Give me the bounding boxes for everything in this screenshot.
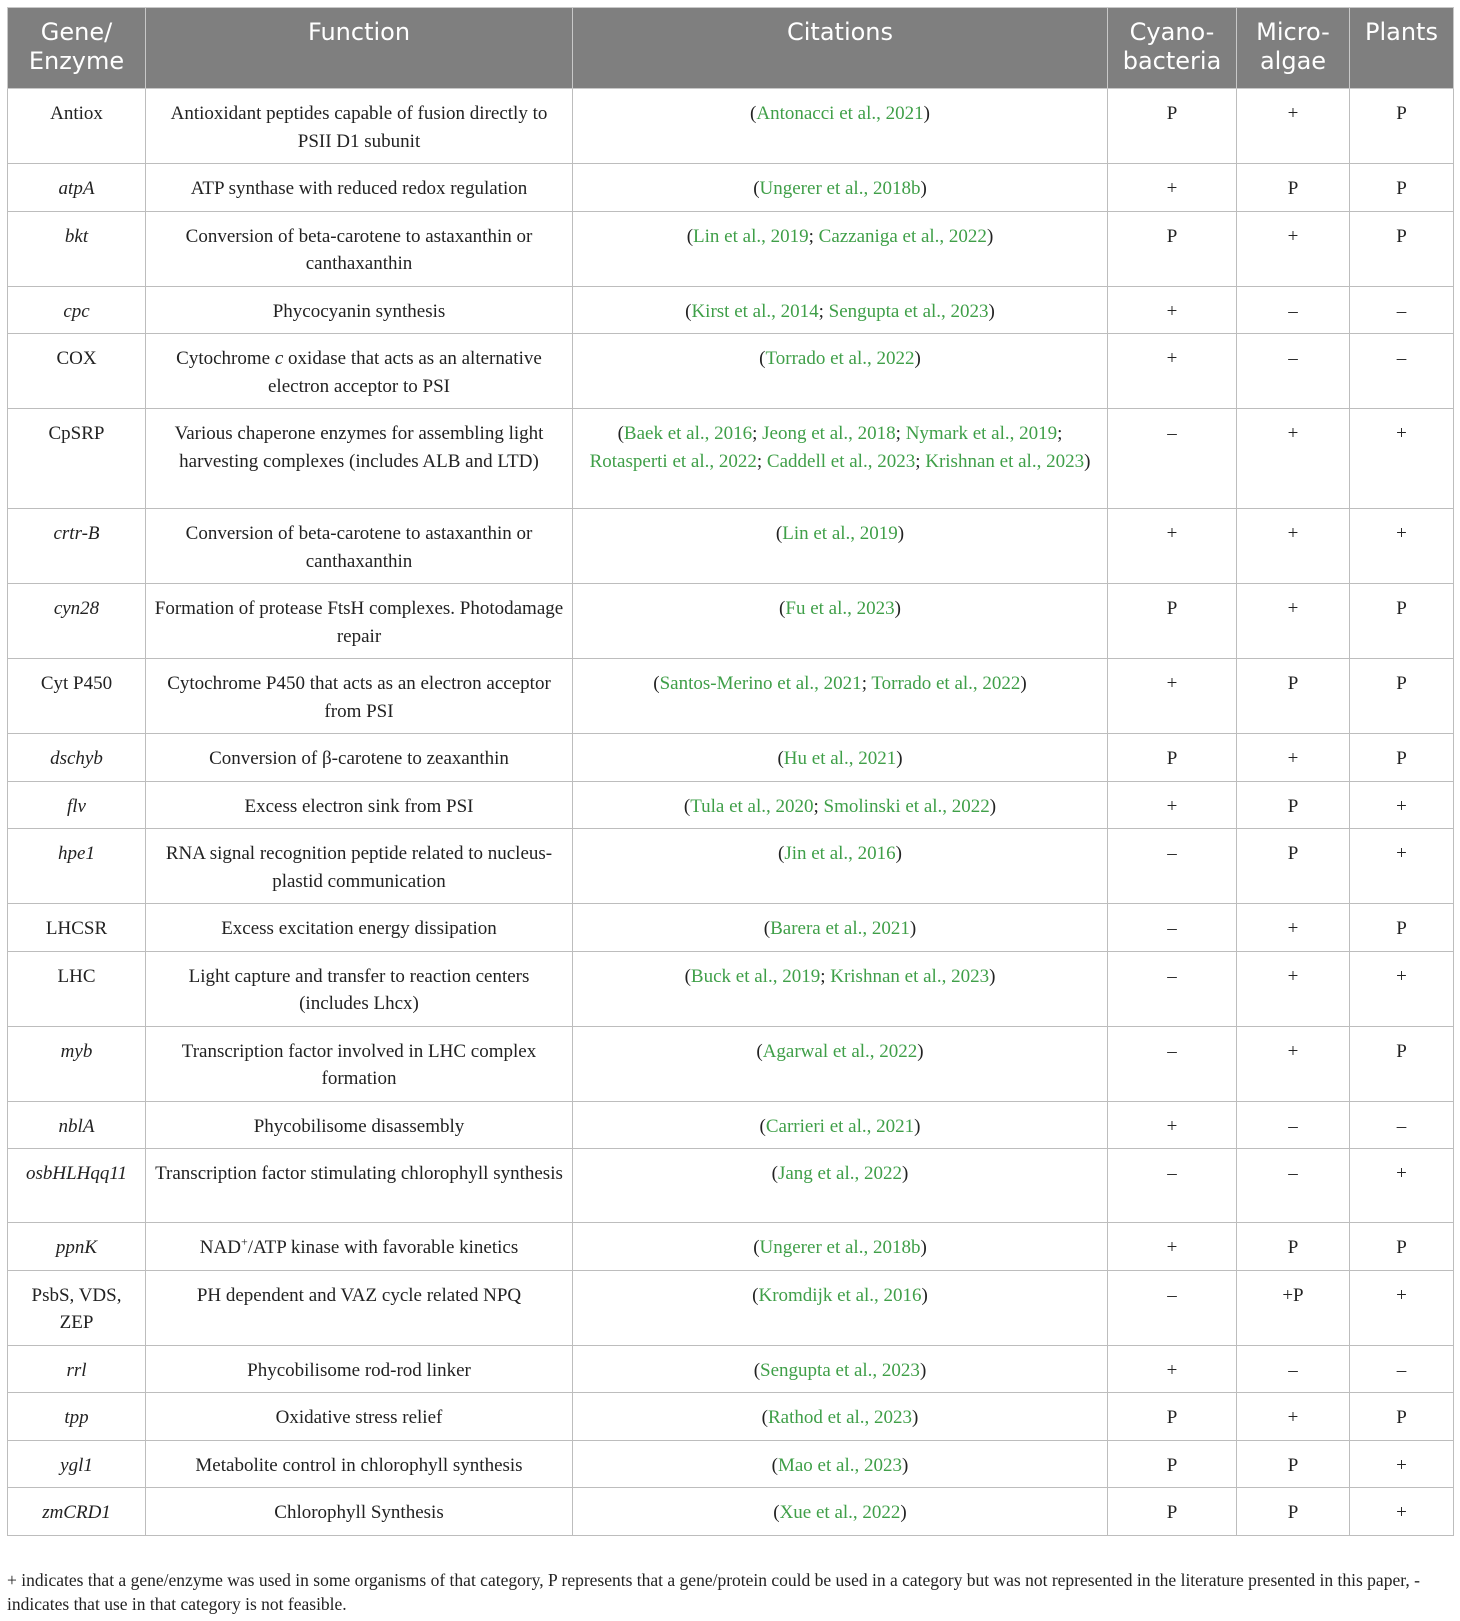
cyanobacteria-cell: – (1108, 1270, 1237, 1345)
citation-link[interactable]: Hu et al., 2021 (783, 748, 897, 769)
microalgae-cell: P (1237, 1440, 1350, 1488)
cyanobacteria-cell: + (1108, 164, 1237, 212)
plants-cell: P (1350, 734, 1454, 782)
citations-cell: (Rathod et al., 2023) (573, 1393, 1108, 1441)
gene-cell: tpp (8, 1393, 146, 1441)
header-gene (8, 8, 146, 89)
citation-link[interactable]: Antonacci et al., 2021 (756, 103, 924, 124)
citations-cell: (Hu et al., 2021) (573, 734, 1108, 782)
citation-link[interactable]: Kromdijk et al., 2016 (758, 1284, 922, 1306)
table-row (8, 409, 1454, 509)
citation-link[interactable]: Caddell et al., 2023 (766, 450, 916, 472)
header-citations: Citations (573, 8, 1108, 89)
table-row (8, 1101, 1454, 1149)
gene-cell: LHCSR (8, 904, 146, 952)
citations-cell: (Sengupta et al., 2023) (573, 1345, 1108, 1393)
microalgae-cell: + (1237, 734, 1350, 782)
plants-cell: + (1350, 1440, 1454, 1488)
table-row (8, 286, 1454, 334)
table-row (8, 211, 1454, 286)
plants-cell: – (1350, 1345, 1454, 1393)
microalgae-cell: P (1237, 829, 1350, 904)
citation-link[interactable]: Kirst et al., 2014 (691, 300, 819, 322)
citations-cell: (Carrieri et al., 2021) (573, 1101, 1108, 1149)
function-cell: Various chaperone enzymes for assembling light harvesting complexes (includes ALB and LTD) (146, 409, 573, 509)
gene-cell: osbHLHqq11 (8, 1149, 146, 1223)
function-cell: PH dependent and VAZ cycle related NPQ (146, 1270, 573, 1345)
citations-cell: (Torrado et al., 2022) (573, 334, 1108, 409)
microalgae-cell: + (1237, 89, 1350, 164)
cyanobacteria-cell: + (1108, 334, 1237, 409)
gene-cell: ppnK (8, 1223, 146, 1271)
function-cell: Transcription factor involved in LHC complex formation (146, 1026, 573, 1101)
citations-cell: (Barera et al., 2021) (573, 904, 1108, 952)
cyanobacteria-cell: P (1108, 1393, 1237, 1441)
header-plants: Plants (1350, 8, 1454, 89)
citation-link[interactable]: Mao et al., 2023 (777, 1454, 902, 1476)
table-header-row (8, 8, 1454, 89)
table-row (8, 659, 1454, 734)
citations-cell: (Buck et al., 2019; Krishnan et al., 2023) (573, 951, 1108, 1026)
microalgae-cell: P (1237, 164, 1350, 212)
citation-link[interactable]: Torrado et al., 2022 (871, 673, 1021, 694)
function-cell: Formation of protease FtsH complexes. Photodamage repair (146, 584, 573, 659)
citations-cell: (Kromdijk et al., 2016) (573, 1270, 1108, 1345)
citation-link[interactable]: Barera et al., 2021 (770, 918, 910, 939)
plants-cell: + (1350, 829, 1454, 904)
citations-cell: (Antonacci et al., 2021) (573, 89, 1108, 164)
cyanobacteria-cell: + (1108, 659, 1237, 734)
microalgae-cell: + (1237, 1393, 1350, 1441)
cyanobacteria-cell: P (1108, 89, 1237, 164)
citation-link[interactable]: Sengupta et al., 2023 (760, 1359, 920, 1381)
function-cell: Excess electron sink from PSI (146, 781, 573, 829)
plants-cell: P (1350, 211, 1454, 286)
microalgae-cell: + (1237, 509, 1350, 584)
plants-cell: + (1350, 781, 1454, 829)
function-cell: Metabolite control in chlorophyll synthesis (146, 1440, 573, 1488)
cyanobacteria-cell: + (1108, 286, 1237, 334)
citation-link[interactable]: Jin et al., 2016 (784, 843, 896, 864)
gene-cell: hpe1 (8, 829, 146, 904)
table-row (8, 1026, 1454, 1101)
table-footnote: + indicates that a gene/enzyme was used in some organisms of that category, P represents that a gene/protein could be used in a category but was not represented in the literature presented in this paper, - indicates that use in that category is not feasible. (7, 1570, 1420, 1614)
microalgae-cell: – (1237, 1149, 1350, 1223)
citations-cell: (Jin et al., 2016) (573, 829, 1108, 904)
cyanobacteria-cell: P (1108, 211, 1237, 286)
gene-cell: CpSRP (8, 409, 146, 509)
microalgae-cell: – (1237, 1101, 1350, 1149)
plants-cell: + (1350, 1488, 1454, 1536)
gene-cell: rrl (8, 1345, 146, 1393)
citations-cell: (Lin et al., 2019) (573, 509, 1108, 584)
table-row (8, 1393, 1454, 1441)
plants-cell: – (1350, 286, 1454, 334)
cyanobacteria-cell: P (1108, 1488, 1237, 1536)
plants-cell: – (1350, 1101, 1454, 1149)
citation-link[interactable]: Krishnan et al., 2023 (830, 965, 990, 987)
plants-cell: P (1350, 1223, 1454, 1271)
table-row (8, 164, 1454, 212)
plants-cell: P (1350, 1393, 1454, 1441)
header-gene-label: Gene/ Enzyme (28, 18, 125, 75)
citation-link[interactable]: Smolinski et al., 2022 (823, 795, 990, 817)
cyanobacteria-cell: – (1108, 1026, 1237, 1101)
microalgae-cell: + (1237, 584, 1350, 659)
table-row (8, 1345, 1454, 1393)
microalgae-cell: + (1237, 904, 1350, 952)
plants-cell: – (1350, 334, 1454, 409)
cyanobacteria-cell: – (1108, 951, 1237, 1026)
gene-table (7, 7, 1454, 1536)
gene-cell: LHC (8, 951, 146, 1026)
function-cell: Cytochrome P450 that acts as an electron acceptor from PSI (146, 659, 573, 734)
function-cell: Conversion of beta-carotene to astaxanthin or canthaxanthin (146, 211, 573, 286)
function-cell: Excess excitation energy dissipation (146, 904, 573, 952)
citation-link[interactable]: Buck et al., 2019 (690, 965, 821, 987)
cyanobacteria-cell: P (1108, 734, 1237, 782)
citation-link[interactable]: Sengupta et al., 2023 (828, 300, 989, 322)
gene-cell: bkt (8, 211, 146, 286)
citations-cell: (Jang et al., 2022) (573, 1149, 1108, 1223)
gene-cell: atpA (8, 164, 146, 212)
plants-cell: P (1350, 584, 1454, 659)
citation-link[interactable]: Rotasperti et al., 2022 (589, 450, 757, 472)
table-row (8, 1223, 1454, 1271)
cyanobacteria-cell: P (1108, 1440, 1237, 1488)
table-row (8, 334, 1454, 409)
function-cell: Phycocyanin synthesis (146, 286, 573, 334)
citations-cell: (Xue et al., 2022) (573, 1488, 1108, 1536)
plants-cell: P (1350, 164, 1454, 212)
function-cell: Oxidative stress relief (146, 1393, 573, 1441)
citations-cell: (Kirst et al., 2014; Sengupta et al., 2023) (573, 286, 1108, 334)
citations-cell: (Baek et al., 2016; Jeong et al., 2018; Nymark et al., 2019; Rotasperti et al., 2022; Caddell et al., 2023; Krishnan et al., 2023) (573, 409, 1108, 509)
citation-link[interactable]: Cazzaniga et al., 2022 (818, 225, 987, 247)
microalgae-cell: +P (1237, 1270, 1350, 1345)
gene-cell: COX (8, 334, 146, 409)
plants-cell: + (1350, 1270, 1454, 1345)
gene-cell: zmCRD1 (8, 1488, 146, 1536)
table-row (8, 781, 1454, 829)
citations-cell: (Agarwal et al., 2022) (573, 1026, 1108, 1101)
citations-cell: (Lin et al., 2019; Cazzaniga et al., 2022) (573, 211, 1108, 286)
cyanobacteria-cell: + (1108, 1345, 1237, 1393)
citation-link[interactable]: Tula et al., 2020 (690, 795, 814, 817)
microalgae-cell: P (1237, 781, 1350, 829)
cyanobacteria-cell: P (1108, 584, 1237, 659)
citation-link[interactable]: Xue et al., 2022 (779, 1502, 901, 1523)
citation-link[interactable]: Carrieri et al., 2021 (765, 1115, 915, 1137)
gene-cell: Antiox (8, 89, 146, 164)
gene-cell: ygl1 (8, 1440, 146, 1488)
gene-cell: nblA (8, 1101, 146, 1149)
plants-cell: P (1350, 89, 1454, 164)
function-cell: Conversion of β-carotene to zeaxanthin (146, 734, 573, 782)
function-cell: Phycobilisome rod-rod linker (146, 1345, 573, 1393)
table-row (8, 1149, 1454, 1223)
cyanobacteria-cell: + (1108, 1223, 1237, 1271)
citations-cell: (Mao et al., 2023) (573, 1440, 1108, 1488)
citation-link[interactable]: Fu et al., 2023 (785, 598, 895, 619)
citation-link[interactable]: Jang et al., 2022 (777, 1163, 902, 1184)
microalgae-cell: P (1237, 1488, 1350, 1536)
cyanobacteria-cell: + (1108, 509, 1237, 584)
citation-link[interactable]: Torrado et al., 2022 (765, 348, 915, 369)
citations-cell: (Santos-Merino et al., 2021; Torrado et al., 2022) (573, 659, 1108, 734)
plants-cell: + (1350, 509, 1454, 584)
cyanobacteria-cell: – (1108, 829, 1237, 904)
header-function: Function (146, 8, 573, 89)
citation-link[interactable]: Krishnan et al., 2023 (925, 450, 1085, 472)
plants-cell: + (1350, 409, 1454, 509)
table-row (8, 829, 1454, 904)
plants-cell: P (1350, 1026, 1454, 1101)
gene-cell: crtr-B (8, 509, 146, 584)
gene-cell: cyn28 (8, 584, 146, 659)
cyanobacteria-cell: + (1108, 781, 1237, 829)
function-cell: NAD+/ATP kinase with favorable kinetics (146, 1223, 573, 1271)
cyanobacteria-cell: – (1108, 1149, 1237, 1223)
header-microalgae: Micro- algae (1237, 8, 1350, 89)
cyanobacteria-cell: + (1108, 1101, 1237, 1149)
plants-cell: P (1350, 904, 1454, 952)
citation-link[interactable]: Ungerer et al., 2018b (759, 1237, 921, 1258)
function-cell: Antioxidant peptides capable of fusion directly to PSII D1 subunit (146, 89, 573, 164)
plants-cell: + (1350, 1149, 1454, 1223)
microalgae-cell: + (1237, 409, 1350, 509)
plants-cell: + (1350, 951, 1454, 1026)
function-cell: ATP synthase with reduced redox regulation (146, 164, 573, 212)
citation-link[interactable]: Agarwal et al., 2022 (762, 1040, 918, 1062)
function-cell: Light capture and transfer to reaction centers (includes Lhcx) (146, 951, 573, 1026)
microalgae-cell: + (1237, 211, 1350, 286)
microalgae-cell: P (1237, 1223, 1350, 1271)
plants-cell: P (1350, 659, 1454, 734)
function-cell: Transcription factor stimulating chlorophyll synthesis (146, 1149, 573, 1223)
citation-link[interactable]: Nymark et al., 2019 (905, 423, 1058, 444)
cyanobacteria-cell: – (1108, 904, 1237, 952)
function-cell: Phycobilisome disassembly (146, 1101, 573, 1149)
citation-link[interactable]: Lin et al., 2019 (782, 523, 898, 544)
citations-cell: (Ungerer et al., 2018b) (573, 164, 1108, 212)
gene-cell: myb (8, 1026, 146, 1101)
citation-link[interactable]: Rathod et al., 2023 (767, 1407, 913, 1428)
citation-link[interactable]: Lin et al., 2019 (693, 225, 809, 247)
table-row (8, 904, 1454, 952)
table-row (8, 1270, 1454, 1345)
function-cell: Conversion of beta-carotene to astaxanthin or canthaxanthin (146, 509, 573, 584)
table-row (8, 584, 1454, 659)
citation-link[interactable]: Baek et al., 2016 (623, 423, 753, 444)
header-cyanobacteria: Cyano- bacteria (1108, 8, 1237, 89)
citations-cell: (Tula et al., 2020; Smolinski et al., 2022) (573, 781, 1108, 829)
cyanobacteria-cell: – (1108, 409, 1237, 509)
microalgae-cell: + (1237, 1026, 1350, 1101)
gene-cell: Cyt P450 (8, 659, 146, 734)
gene-cell: cpc (8, 286, 146, 334)
citation-link[interactable]: Ungerer et al., 2018b (759, 178, 921, 199)
microalgae-cell: P (1237, 659, 1350, 734)
table-row (8, 1488, 1454, 1536)
table-row (8, 509, 1454, 584)
citations-cell: (Fu et al., 2023) (573, 584, 1108, 659)
table-row (8, 951, 1454, 1026)
function-cell: RNA signal recognition peptide related to nucleus-plastid communication (146, 829, 573, 904)
citations-cell: (Ungerer et al., 2018b) (573, 1223, 1108, 1271)
table-row (8, 89, 1454, 164)
table-row (8, 1440, 1454, 1488)
citation-link[interactable]: Santos-Merino et al., 2021 (659, 673, 862, 694)
function-cell: Chlorophyll Synthesis (146, 1488, 573, 1536)
microalgae-cell: – (1237, 334, 1350, 409)
microalgae-cell: – (1237, 286, 1350, 334)
microalgae-cell: + (1237, 951, 1350, 1026)
citation-link[interactable]: Jeong et al., 2018 (762, 423, 896, 444)
table-row (8, 734, 1454, 782)
gene-cell: PsbS, VDS, ZEP (8, 1270, 146, 1345)
table-body (8, 89, 1454, 1536)
function-cell: Cytochrome c oxidase that acts as an alternative electron acceptor to PSI (146, 334, 573, 409)
gene-cell: flv (8, 781, 146, 829)
gene-cell: dschyb (8, 734, 146, 782)
microalgae-cell: – (1237, 1345, 1350, 1393)
